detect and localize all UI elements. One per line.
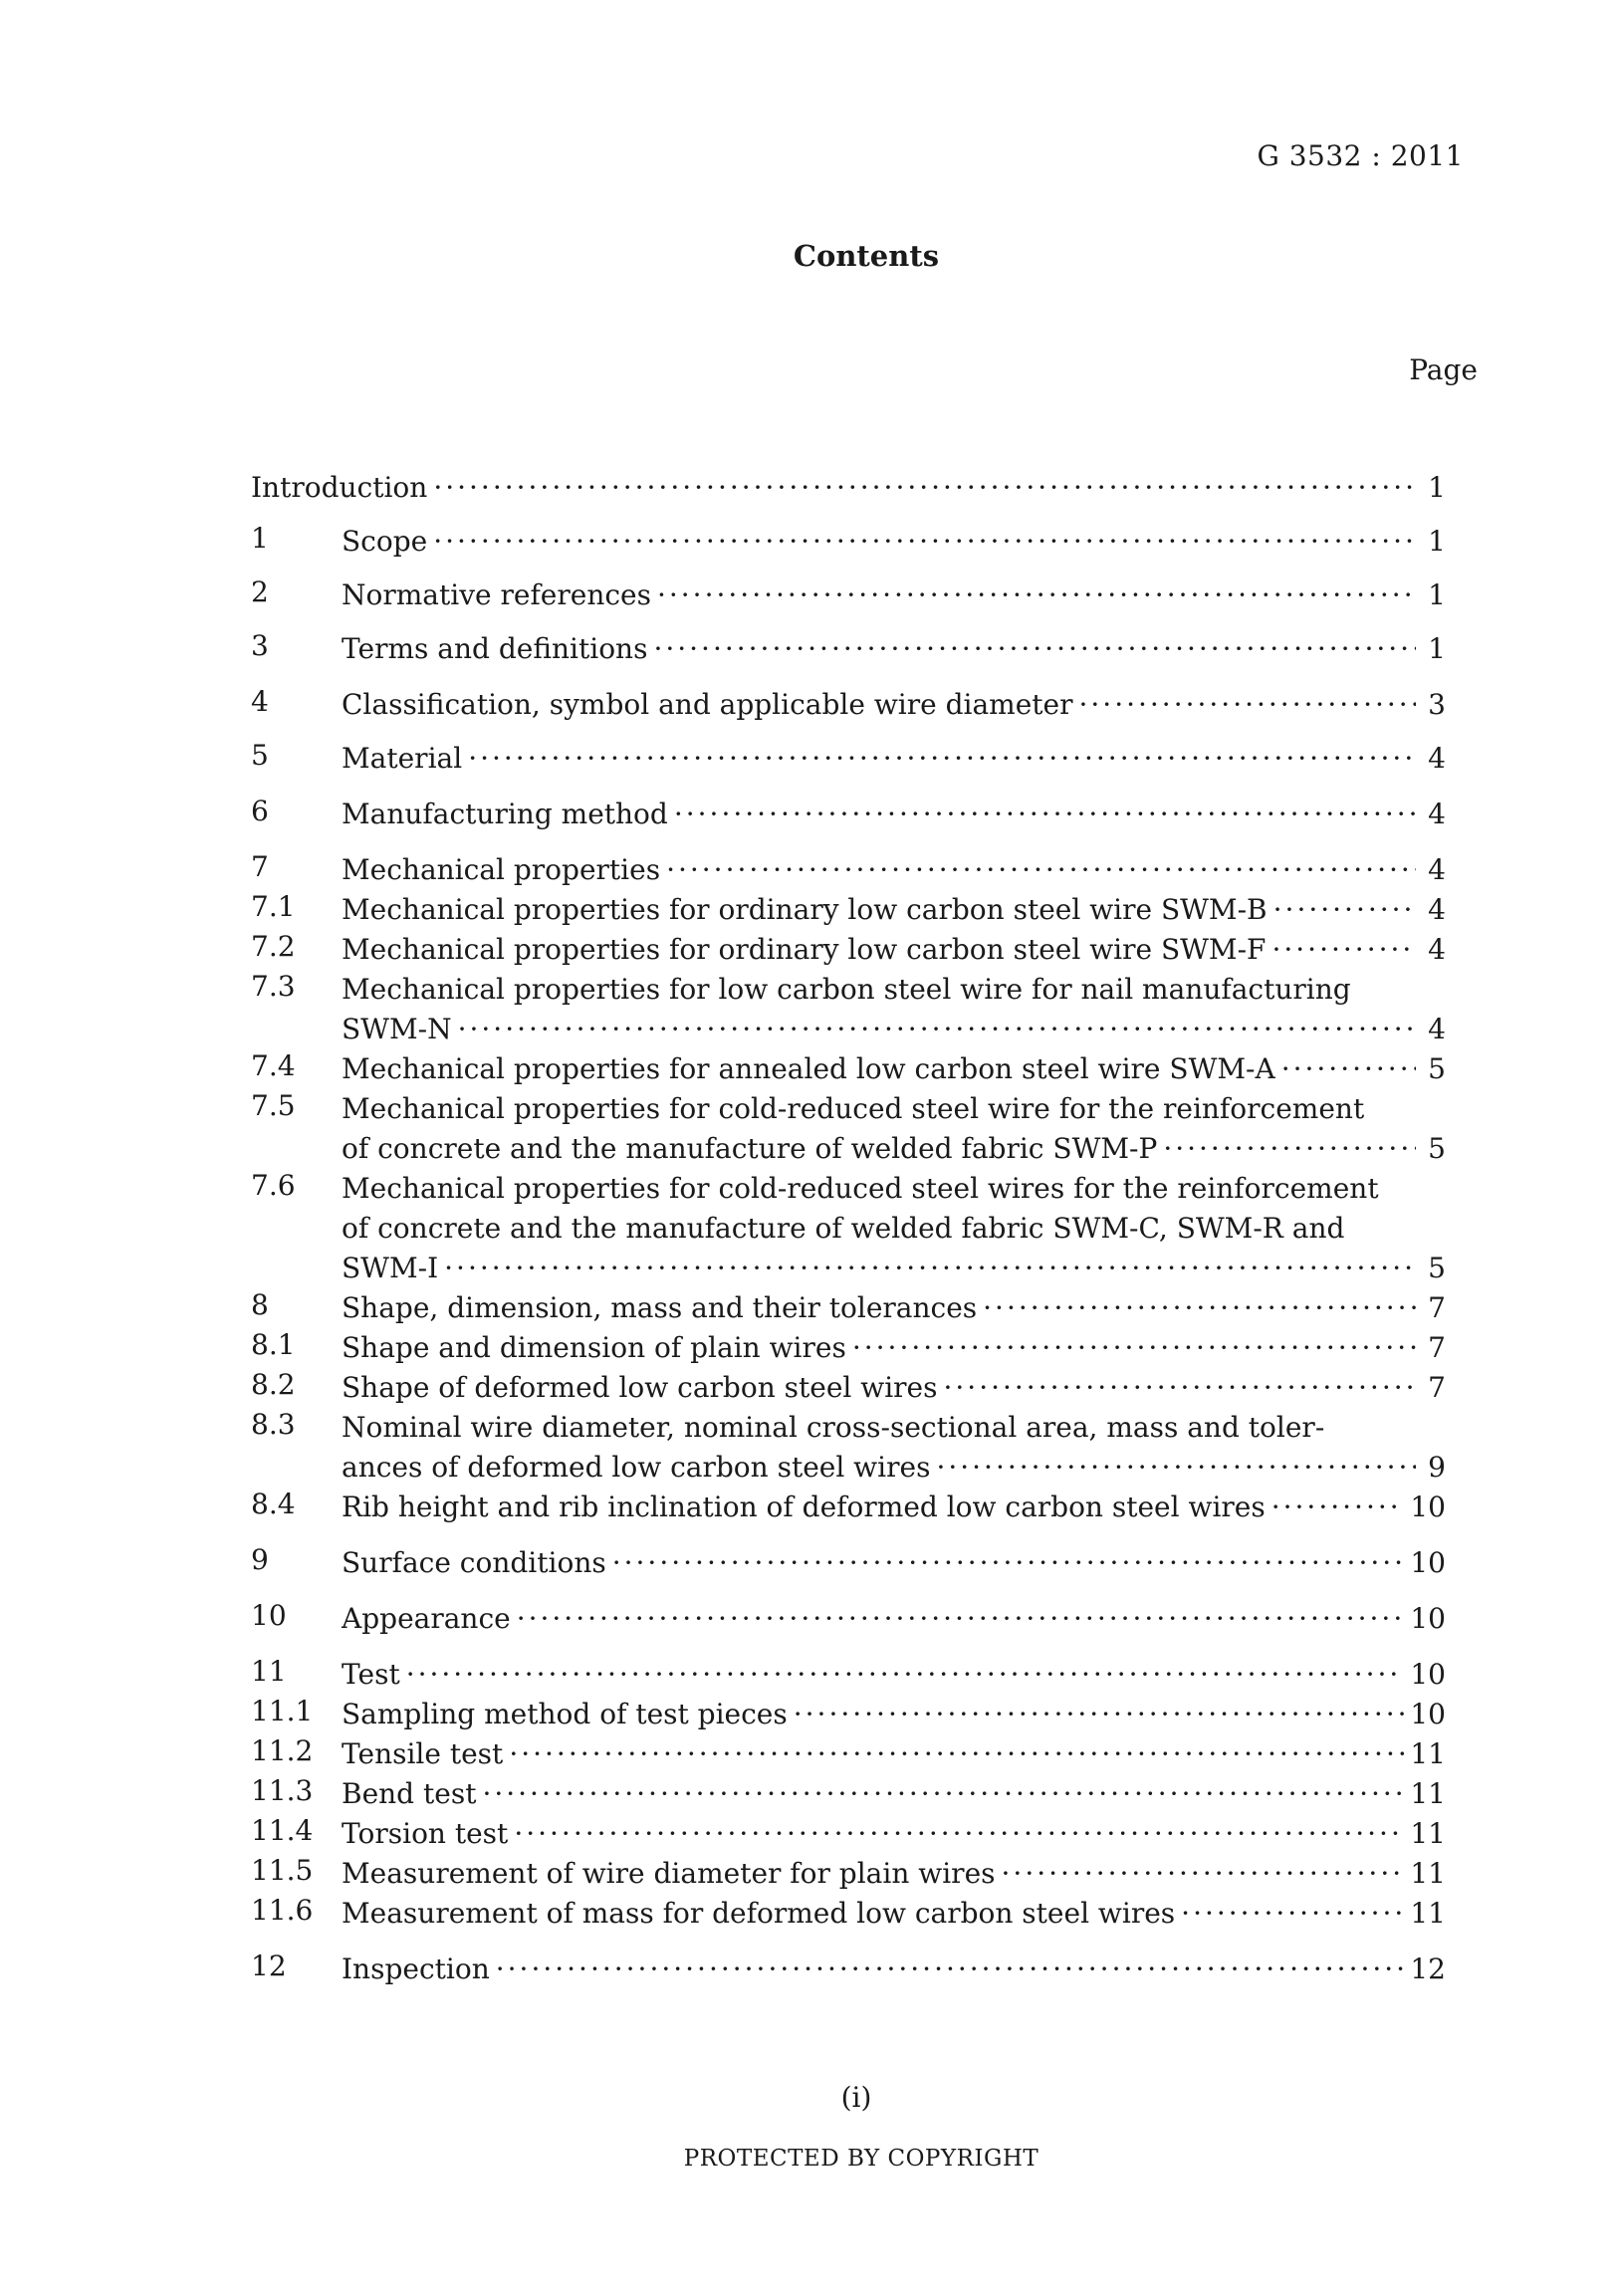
- toc-entry-title: [342, 1169, 1446, 1288]
- toc-entry-title: [342, 1814, 1446, 1854]
- dot-leader: [406, 1655, 1405, 1695]
- toc-entry-page: 12: [1410, 1952, 1446, 1985]
- toc-entry-page: 10: [1410, 1658, 1446, 1691]
- toc-entry-page: 1: [1428, 525, 1446, 558]
- dot-leader: [852, 1328, 1416, 1368]
- toc-entry-label: Measurement of mass for deformed low carbon steel wires: [342, 1897, 1176, 1930]
- dot-leader: [509, 1734, 1404, 1774]
- toc-entry-page: 10: [1410, 1602, 1446, 1635]
- toc-entry-title: [342, 930, 1446, 970]
- toc-entry-label: Introduction: [251, 471, 428, 504]
- toc-entry-number: 11.4: [251, 1814, 314, 1847]
- toc-entry-number: 4: [251, 685, 269, 718]
- dot-leader: [612, 1543, 1405, 1583]
- toc-entry-title: [342, 1734, 1446, 1774]
- toc-entry-number: 8.2: [251, 1368, 296, 1401]
- toc-entry-number: 7.6: [251, 1169, 296, 1202]
- toc-entry-page: 4: [1428, 853, 1446, 886]
- toc-entry-label: Mechanical properties for cold-reduced steel wire for the reinforcement: [342, 1092, 1365, 1125]
- dot-leader: [468, 739, 1416, 779]
- toc-entry-title: [342, 1049, 1446, 1089]
- toc-entry-number: 1: [251, 522, 269, 555]
- toc-entry-page: 11: [1410, 1897, 1446, 1930]
- toc-entry-label: Tensile test: [342, 1737, 504, 1770]
- toc-entry-title: [342, 1089, 1446, 1169]
- toc-entry-number: 7: [251, 850, 269, 883]
- toc-entry-title: [342, 795, 1446, 834]
- page-column-label: Page: [1409, 353, 1478, 386]
- toc-entry-label: Rib height and rib inclination of deformed low carbon steel wires: [342, 1491, 1266, 1523]
- toc-entry-number: 8: [251, 1288, 269, 1321]
- toc-entry-page: 4: [1428, 933, 1446, 966]
- toc-entry-number: 8.4: [251, 1488, 296, 1520]
- toc-entry-page: 7: [1428, 1291, 1446, 1324]
- dot-leader: [433, 522, 1416, 562]
- toc-entry-number: 7.1: [251, 890, 296, 923]
- toc-entry-number: 7.5: [251, 1089, 296, 1122]
- toc-entry-page: 7: [1428, 1371, 1446, 1404]
- page-title: Contents: [793, 239, 940, 273]
- toc-entry-title: [342, 850, 1446, 890]
- toc-entry-page: 5: [1428, 1132, 1446, 1165]
- toc-entry-page: 10: [1410, 1546, 1446, 1579]
- toc-entry-label: Mechanical properties for cold-reduced steel wires for the reinforcement: [342, 1172, 1379, 1205]
- toc-entry-label: Scope: [342, 525, 428, 558]
- toc-entry-number: 11.6: [251, 1894, 314, 1927]
- toc-entry-title: [342, 1408, 1446, 1488]
- toc-entry-number: 12: [251, 1950, 287, 1982]
- toc-entry-label: Mechanical properties: [342, 853, 661, 886]
- toc-entry-title: [342, 1599, 1446, 1639]
- toc-entry-label: Shape and dimension of plain wires: [342, 1331, 846, 1364]
- dot-leader: [1079, 685, 1417, 725]
- toc-entry-page: 11: [1410, 1777, 1446, 1810]
- toc-entry-label: Shape, dimension, mass and their tolerances: [342, 1291, 978, 1324]
- toc-entry-title: [251, 468, 1446, 508]
- toc-entry-label: of concrete and the manufacture of welded fabric SWM-P: [342, 1132, 1158, 1165]
- toc-entry-title: [342, 1488, 1446, 1527]
- dot-leader: [1181, 1894, 1404, 1934]
- dot-leader: [1271, 1488, 1405, 1527]
- toc-entry-page: 4: [1428, 742, 1446, 775]
- toc-entry-label: of concrete and the manufacture of welded fabric SWM-C, SWM-R and: [342, 1212, 1345, 1245]
- dot-leader: [794, 1695, 1405, 1734]
- toc-entry-label: Torsion test: [342, 1817, 509, 1850]
- toc-entry-page: 11: [1410, 1857, 1446, 1890]
- toc-entry-page: 4: [1428, 893, 1446, 926]
- toc-entry-title: [342, 1950, 1446, 1989]
- toc-entry-number: 11.3: [251, 1774, 314, 1807]
- toc-entry-page: 5: [1428, 1252, 1446, 1284]
- toc-entry-number: 6: [251, 795, 269, 827]
- toc-entry-title: [342, 1543, 1446, 1583]
- toc-entry-page: 1: [1428, 578, 1446, 611]
- toc-entry-label: Inspection: [342, 1952, 490, 1985]
- toc-entry-number: 2: [251, 575, 269, 608]
- toc-entry-number: 9: [251, 1543, 269, 1576]
- toc-entry-label: Terms and definitions: [342, 632, 648, 665]
- toc-entry-number: 11.1: [251, 1695, 314, 1727]
- toc-entry-page: 7: [1428, 1331, 1446, 1364]
- toc-entry-number: 11.2: [251, 1734, 314, 1767]
- toc-entry-label: Mechanical properties for ordinary low carbon steel wire SWM-B: [342, 893, 1268, 926]
- dot-leader: [1273, 890, 1416, 930]
- toc-entry-number: 3: [251, 629, 269, 662]
- dot-leader: [657, 575, 1416, 615]
- toc-entry-label: Shape of deformed low carbon steel wires: [342, 1371, 938, 1404]
- dot-leader: [433, 468, 1416, 508]
- toc-entry-page: 9: [1428, 1451, 1446, 1484]
- toc-entry-label: Appearance: [342, 1602, 511, 1635]
- toc-entry-page: 4: [1428, 1013, 1446, 1045]
- toc-entry-label: SWM-I: [342, 1252, 439, 1284]
- dot-leader: [1163, 1129, 1416, 1169]
- page-number: (i): [840, 2081, 872, 2114]
- toc-entry-number: 8.1: [251, 1328, 296, 1361]
- toc-entry-page: 3: [1428, 688, 1446, 721]
- dot-leader: [517, 1599, 1405, 1639]
- toc-entry-number: 10: [251, 1599, 287, 1632]
- dot-leader: [666, 850, 1416, 890]
- toc-entry-label: Classification, symbol and applicable wire diameter: [342, 688, 1073, 721]
- toc-entry-number: 7.3: [251, 970, 296, 1003]
- toc-entry-label: Measurement of wire diameter for plain wires: [342, 1857, 996, 1890]
- toc-entry-page: 10: [1410, 1491, 1446, 1523]
- dot-leader: [496, 1950, 1405, 1989]
- dot-leader: [944, 1368, 1417, 1408]
- dot-leader: [653, 629, 1416, 669]
- dot-leader: [1281, 1049, 1416, 1089]
- toc-entry-title: [342, 1368, 1446, 1408]
- toc-entry-label: Bend test: [342, 1777, 477, 1810]
- toc-entry-number: 11: [251, 1655, 287, 1688]
- toc-entry-number: 7.2: [251, 930, 296, 963]
- dot-leader: [444, 1249, 1416, 1288]
- toc-entry-label: Test: [342, 1658, 400, 1691]
- toc-entry-page: 10: [1410, 1698, 1446, 1730]
- toc-entry-number: 11.5: [251, 1854, 314, 1887]
- toc-entry-label: Mechanical properties for ordinary low carbon steel wire SWM-F: [342, 933, 1267, 966]
- toc-entry-title: [342, 1894, 1446, 1934]
- toc-entry-label: Nominal wire diameter, nominal cross-sectional area, mass and toler-: [342, 1411, 1325, 1444]
- dot-leader: [458, 1010, 1416, 1049]
- toc-entry-label: Manufacturing method: [342, 798, 668, 830]
- toc-entry-page: 11: [1410, 1737, 1446, 1770]
- toc-entry-title: [342, 1655, 1446, 1695]
- copyright-notice: PROTECTED BY COPYRIGHT: [683, 2146, 1039, 2172]
- toc-entry-label: Material: [342, 742, 463, 775]
- toc-entry-label: Mechanical properties for low carbon steel wire for nail manufacturing: [342, 973, 1351, 1006]
- standard-code: G 3532 : 2011: [1257, 139, 1464, 172]
- toc-entry-title: [342, 685, 1446, 725]
- toc-entry-label: Mechanical properties for annealed low carbon steel wire SWM-A: [342, 1052, 1275, 1085]
- toc-entry-title: [342, 1774, 1446, 1814]
- toc-entry-page: 11: [1410, 1817, 1446, 1850]
- toc-entry-title: [342, 970, 1446, 1049]
- toc-entry-title: [342, 890, 1446, 930]
- dot-leader: [983, 1288, 1416, 1328]
- toc-entry-title: [342, 575, 1446, 615]
- toc-entry-title: [342, 522, 1446, 562]
- toc-entry-number: 7.4: [251, 1049, 296, 1082]
- toc-entry-page: 4: [1428, 798, 1446, 830]
- dot-leader: [482, 1774, 1404, 1814]
- toc-entry-number: 5: [251, 739, 269, 772]
- toc-entry-title: [342, 739, 1446, 779]
- dot-leader: [674, 795, 1416, 834]
- toc-entry-label: Sampling method of test pieces: [342, 1698, 788, 1730]
- dot-leader: [1271, 930, 1416, 970]
- toc-entry-title: [342, 1328, 1446, 1368]
- toc-entry-page: 5: [1428, 1052, 1446, 1085]
- toc-entry-label: Normative references: [342, 578, 651, 611]
- dot-leader: [514, 1814, 1404, 1854]
- toc-entry-page: 1: [1428, 632, 1446, 665]
- dot-leader: [936, 1448, 1416, 1488]
- toc-entry-label: ances of deformed low carbon steel wires: [342, 1451, 931, 1484]
- toc-entry-page: 1: [1428, 471, 1446, 504]
- toc-entry-title: [342, 1288, 1446, 1328]
- dot-leader: [1002, 1854, 1405, 1894]
- toc-entry-title: [342, 629, 1446, 669]
- toc-entry-label: Surface conditions: [342, 1546, 606, 1579]
- toc-entry-number: 8.3: [251, 1408, 296, 1441]
- toc-entry-label: SWM-N: [342, 1013, 452, 1045]
- toc-entry-title: [342, 1854, 1446, 1894]
- toc-entry-title: [342, 1695, 1446, 1734]
